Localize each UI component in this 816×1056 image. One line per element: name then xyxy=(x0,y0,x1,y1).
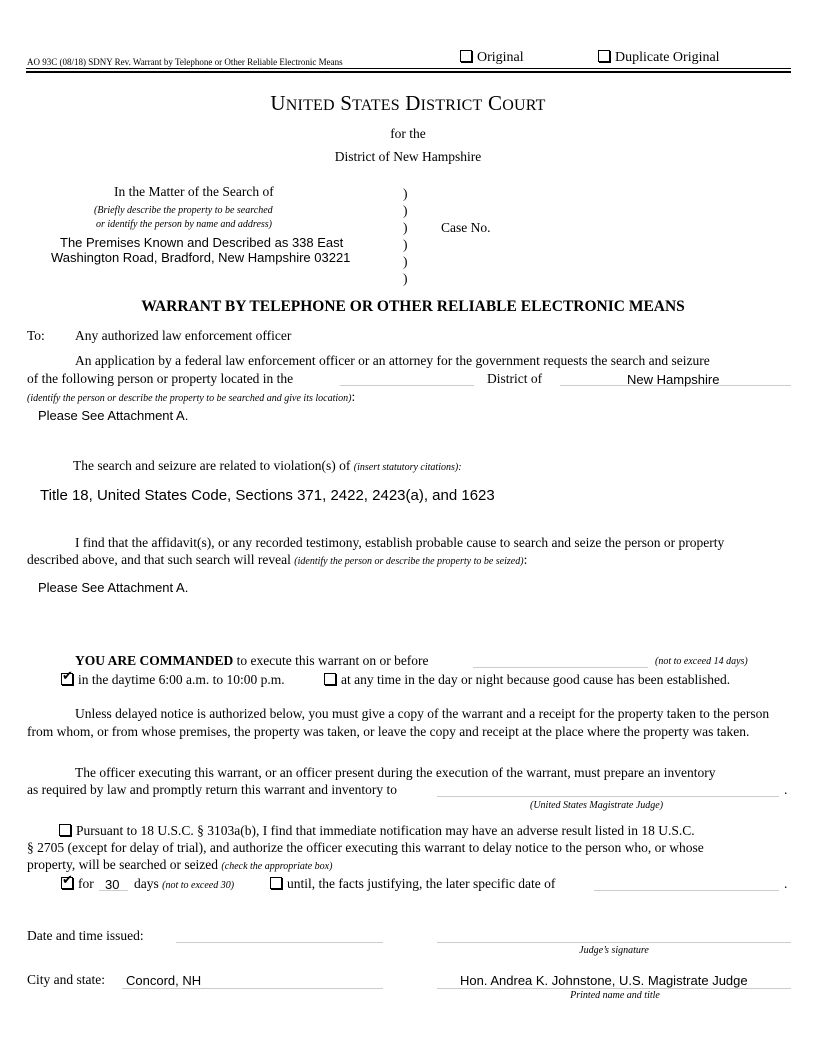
inventory-line-1: The officer executing this warrant, or an officer present during the execution of the warrant, must prepare an inventory xyxy=(75,765,716,780)
application-value[interactable]: Please See Attachment A. xyxy=(38,408,189,423)
violation-value[interactable]: Title 18, United States Code, Sections 371, 2422, 2423(a), and 1623 xyxy=(40,487,495,504)
command-date-field[interactable] xyxy=(473,667,648,668)
command-line xyxy=(75,653,429,669)
caption-paren-5: ) xyxy=(403,254,408,269)
judge-signature-field[interactable] xyxy=(437,942,791,943)
finding-line-2-group xyxy=(27,552,527,568)
delay-for-label: for xyxy=(78,876,94,891)
application-colon: : xyxy=(351,389,356,404)
city-state-field[interactable] xyxy=(122,988,383,989)
city-state-label: City and state: xyxy=(27,972,105,987)
finding-value[interactable]: Please See Attachment A. xyxy=(38,580,189,595)
delay-for-checkbox[interactable] xyxy=(61,877,73,889)
finding-colon: : xyxy=(523,552,528,567)
delay-until-checkbox[interactable] xyxy=(270,877,282,889)
delay-line-3: property, will be searched or seized xyxy=(27,857,219,872)
for-the: for the xyxy=(390,126,426,141)
command-bold: YOU ARE COMMANDED xyxy=(75,653,234,668)
anytime-option[interactable] xyxy=(324,672,730,688)
delay-line-2: § 2705 (except for delay of trial), and authorize the officer executing this warrant to delay notice to the person who, or whose xyxy=(27,840,704,855)
application-district-value: New Hampshire xyxy=(627,372,720,387)
daytime-label: in the daytime 6:00 a.m. to 10:00 p.m. xyxy=(78,672,285,687)
to-value: Any authorized law enforcement officer xyxy=(75,328,292,343)
caption-paren-1: ) xyxy=(403,186,408,201)
inventory-period: . xyxy=(784,782,788,797)
premises-line-1: The Premises Known and Described as 338 East xyxy=(60,235,344,250)
delay-line-1-group xyxy=(59,823,695,839)
delay-days-hint: (not to exceed 30) xyxy=(162,880,235,891)
notice-paragraph: Unless delayed notice is authorized below, you must give a copy of the warrant and a receipt for the property taken to the person from whom, or from whose premises, the property was taken, or leave the copy and receipt at the place where the property was taken. xyxy=(27,706,770,739)
caption-paren-6: ) xyxy=(403,271,408,286)
city-state-value: Concord, NH xyxy=(126,973,202,988)
date-issued-field[interactable] xyxy=(176,942,383,943)
application-line-2b: District of xyxy=(487,371,543,386)
application-hint: (identify the person or describe the property to be searched and give its location) xyxy=(27,393,352,404)
header-rule xyxy=(26,68,791,69)
command-hint: (not to exceed 14 days) xyxy=(655,656,748,667)
duplicate-label: Duplicate Original xyxy=(615,50,720,65)
original-checkbox[interactable] xyxy=(460,50,472,62)
inventory-hint: (United States Magistrate Judge) xyxy=(530,800,664,811)
violation-hint: (insert statutory citations): xyxy=(353,462,462,473)
anytime-label: at any time in the day or night because good cause has been established. xyxy=(341,672,731,687)
delay-checkbox[interactable] xyxy=(59,824,71,836)
application-line-1: An application by a federal law enforcement officer or an attorney for the government requests the search and seizure xyxy=(75,353,710,368)
delay-days-value: 30 xyxy=(105,877,120,892)
matter-label: In the Matter of the Search of xyxy=(114,184,274,199)
anytime-checkbox[interactable] xyxy=(324,673,336,685)
judge-name-field[interactable] xyxy=(437,988,791,989)
to-label: To: xyxy=(27,328,45,343)
command-text: to execute this warrant on or before xyxy=(236,653,429,668)
court-title: UNITED STATES DISTRICT COURT xyxy=(270,91,546,115)
finding-line-1: I find that the affidavit(s), or any recorded testimony, establish probable cause to search and seize the person or property xyxy=(75,535,725,550)
inventory-judge-field[interactable] xyxy=(437,796,779,797)
printed-name-label: Printed name and title xyxy=(570,990,660,1001)
delay-for-option[interactable] xyxy=(61,876,94,892)
finding-hint: (identify the person or describe the property to be seized) xyxy=(294,556,524,567)
duplicate-checkbox[interactable] xyxy=(598,50,610,62)
judge-name-value: Hon. Andrea K. Johnstone, U.S. Magistrate Judge xyxy=(460,973,748,988)
warrant-title: WARRANT BY TELEPHONE OR OTHER RELIABLE ELECTRONIC MEANS xyxy=(141,298,685,315)
caption-hint-1: (Briefly describe the property to be searched xyxy=(94,205,273,216)
header-rule-thick xyxy=(26,71,791,73)
judge-signature-label: Judge’s signature xyxy=(579,945,649,956)
case-no-label: Case No. xyxy=(441,220,491,235)
delay-line-3-group xyxy=(27,857,332,873)
delay-until-date-field[interactable] xyxy=(594,890,779,891)
delay-hint-3: (check the appropriate box) xyxy=(221,861,333,872)
daytime-checkbox[interactable] xyxy=(61,673,73,685)
application-district-blank[interactable] xyxy=(340,385,474,386)
delay-days-group xyxy=(134,876,234,892)
application-line-2a: of the following person or property located in the xyxy=(27,371,294,386)
original-label: Original xyxy=(477,50,524,65)
caption-hint-2: or identify the person by name and address) xyxy=(96,219,272,230)
premises-line-2: Washington Road, Bradford, New Hampshire 03221 xyxy=(51,250,351,265)
original-checkbox-group[interactable] xyxy=(460,50,524,66)
caption-paren-2: ) xyxy=(403,203,408,218)
caption-paren-4: ) xyxy=(403,237,408,252)
caption-paren-3: ) xyxy=(403,220,408,235)
delay-period: . xyxy=(784,876,788,891)
district-name: District of New Hampshire xyxy=(334,149,482,164)
violation-group xyxy=(73,458,462,474)
inventory-line-2: as required by law and promptly return this warrant and inventory to xyxy=(27,782,398,797)
delay-until-option[interactable] xyxy=(270,876,555,892)
violation-text: The search and seizure are related to violation(s) of xyxy=(73,458,351,473)
finding-line-2: described above, and that such search will reveal xyxy=(27,552,291,567)
delay-line-1: Pursuant to 18 U.S.C. § 3103a(b), I find that immediate notification may have an adverse result listed in 18 U.S.C. xyxy=(76,823,695,838)
duplicate-checkbox-group[interactable] xyxy=(598,50,720,66)
application-hint-group xyxy=(27,389,355,405)
daytime-option[interactable] xyxy=(61,672,285,688)
delay-days-label: days xyxy=(134,876,159,891)
delay-until-label: until, the facts justifying, the later specific date of xyxy=(287,876,556,891)
form-id: AO 93C (08/18) SDNY Rev. Warrant by Telephone or Other Reliable Electronic Means xyxy=(27,57,343,67)
date-issued-label: Date and time issued: xyxy=(27,928,144,943)
